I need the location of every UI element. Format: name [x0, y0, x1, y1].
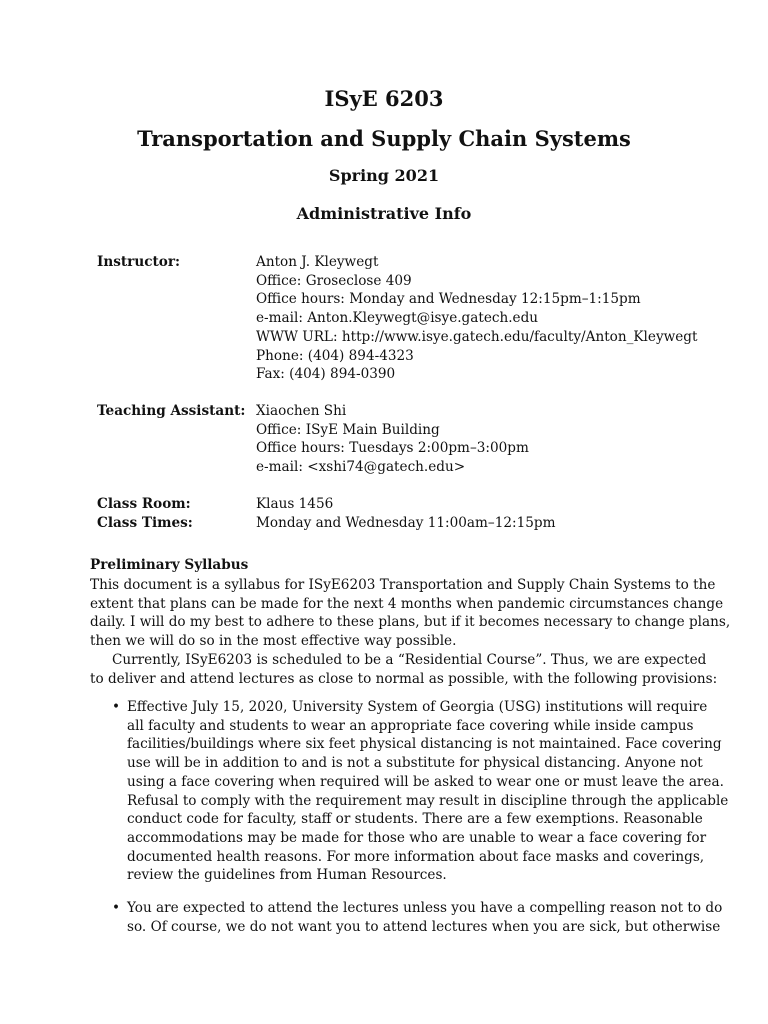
paragraph-line: extent that plans can be made for the next 4 months when pandemic circumstances change	[90, 595, 724, 612]
course-code-heading: ISyE 6203	[324, 86, 444, 111]
bullet-icon: •	[112, 699, 121, 715]
list-item-line: facilities/buildings where six feet physical distancing is not maintained. Face covering	[127, 736, 722, 753]
instructor-office-hours: Office hours: Monday and Wednesday 12:15pm–1:15pm	[256, 291, 641, 308]
teaching-assistant-details	[256, 402, 529, 477]
instructor-url: WWW URL: http://www.isye.gatech.edu/faculty/Anton_Kleywegt	[256, 328, 698, 345]
term-heading: Spring 2021	[328, 166, 440, 185]
ta-office-hours: Office hours: Tuesdays 2:00pm–3:00pm	[256, 440, 529, 457]
instructor-email: e-mail: Anton.Kleywegt@isye.gatech.edu	[256, 310, 539, 327]
instructor-phone: Phone: (404) 894-4323	[256, 347, 414, 364]
instructor-details	[256, 253, 697, 384]
syllabus-paragraph-2	[90, 651, 718, 688]
instructor-fax: Fax: (404) 894-0390	[256, 366, 396, 383]
list-item-line: conduct code for faculty, staff or students. There are a few exemptions. Reasonable	[127, 811, 703, 828]
list-item-line: documented health reasons. For more information about face masks and coverings,	[127, 848, 705, 865]
ta-office: Office: ISyE Main Building	[256, 421, 440, 438]
bullet-icon: •	[112, 900, 121, 916]
class-room-label: Class Room:	[97, 496, 191, 512]
class-times-label: Class Times:	[97, 515, 193, 531]
class-room-value: Klaus 1456	[256, 496, 334, 512]
instructor-label: Instructor:	[97, 254, 181, 270]
list-item-line: You are expected to attend the lectures unless you have a compelling reason not to do	[127, 900, 723, 916]
list-item-line: so. Of course, we do not want you to attend lectures when you are sick, but otherwise	[127, 918, 721, 935]
list-item-line: Refusal to comply with the requirement may result in discipline through the applicable	[127, 792, 729, 809]
syllabus-paragraph-1	[90, 576, 731, 651]
paragraph-line: This document is a syllabus for ISyE6203 Transportation and Supply Chain Systems to the	[90, 577, 716, 593]
ta-email: e-mail: <xshi74@gatech.edu>	[256, 459, 466, 476]
ta-name: Xiaochen Shi	[256, 403, 347, 419]
paragraph-line: daily. I will do my best to adhere to these plans, but if it becomes necessary to change plans,	[90, 614, 731, 631]
preliminary-syllabus-heading: Preliminary Syllabus	[90, 557, 249, 573]
list-item-line: review the guidelines from Human Resources.	[127, 867, 447, 884]
list-item-line: use will be in addition to and is not a substitute for physical distancing. Anyone not	[127, 755, 703, 772]
list-item-text	[127, 698, 729, 885]
list-item-line: all faculty and students to wear an appropriate face covering while inside campus	[127, 717, 694, 734]
paragraph-line: to deliver and attend lectures as close to normal as possible, with the following provisions:	[90, 670, 718, 687]
class-times-value: Monday and Wednesday 11:00am–12:15pm	[256, 515, 556, 531]
section-heading-admin-info: Administrative Info	[296, 204, 472, 223]
instructor-office: Office: Groseclose 409	[256, 272, 412, 289]
course-title-heading: Transportation and Supply Chain Systems	[137, 126, 631, 151]
list-item-line: Effective July 15, 2020, University System of Georgia (USG) institutions will require	[127, 699, 708, 715]
teaching-assistant-label: Teaching Assistant:	[97, 403, 246, 419]
list-item-text	[127, 899, 723, 936]
list-item-line: using a face covering when required will be asked to wear one or must leave the area.	[127, 773, 724, 790]
paragraph-line: Currently, ISyE6203 is scheduled to be a “Residential Course”. Thus, we are expected	[112, 652, 707, 668]
paragraph-line: then we will do so in the most effective way possible.	[90, 633, 457, 650]
list-item-line: accommodations may be made for those who are unable to wear a face covering for	[127, 829, 707, 846]
instructor-name: Anton J. Kleywegt	[256, 254, 379, 270]
